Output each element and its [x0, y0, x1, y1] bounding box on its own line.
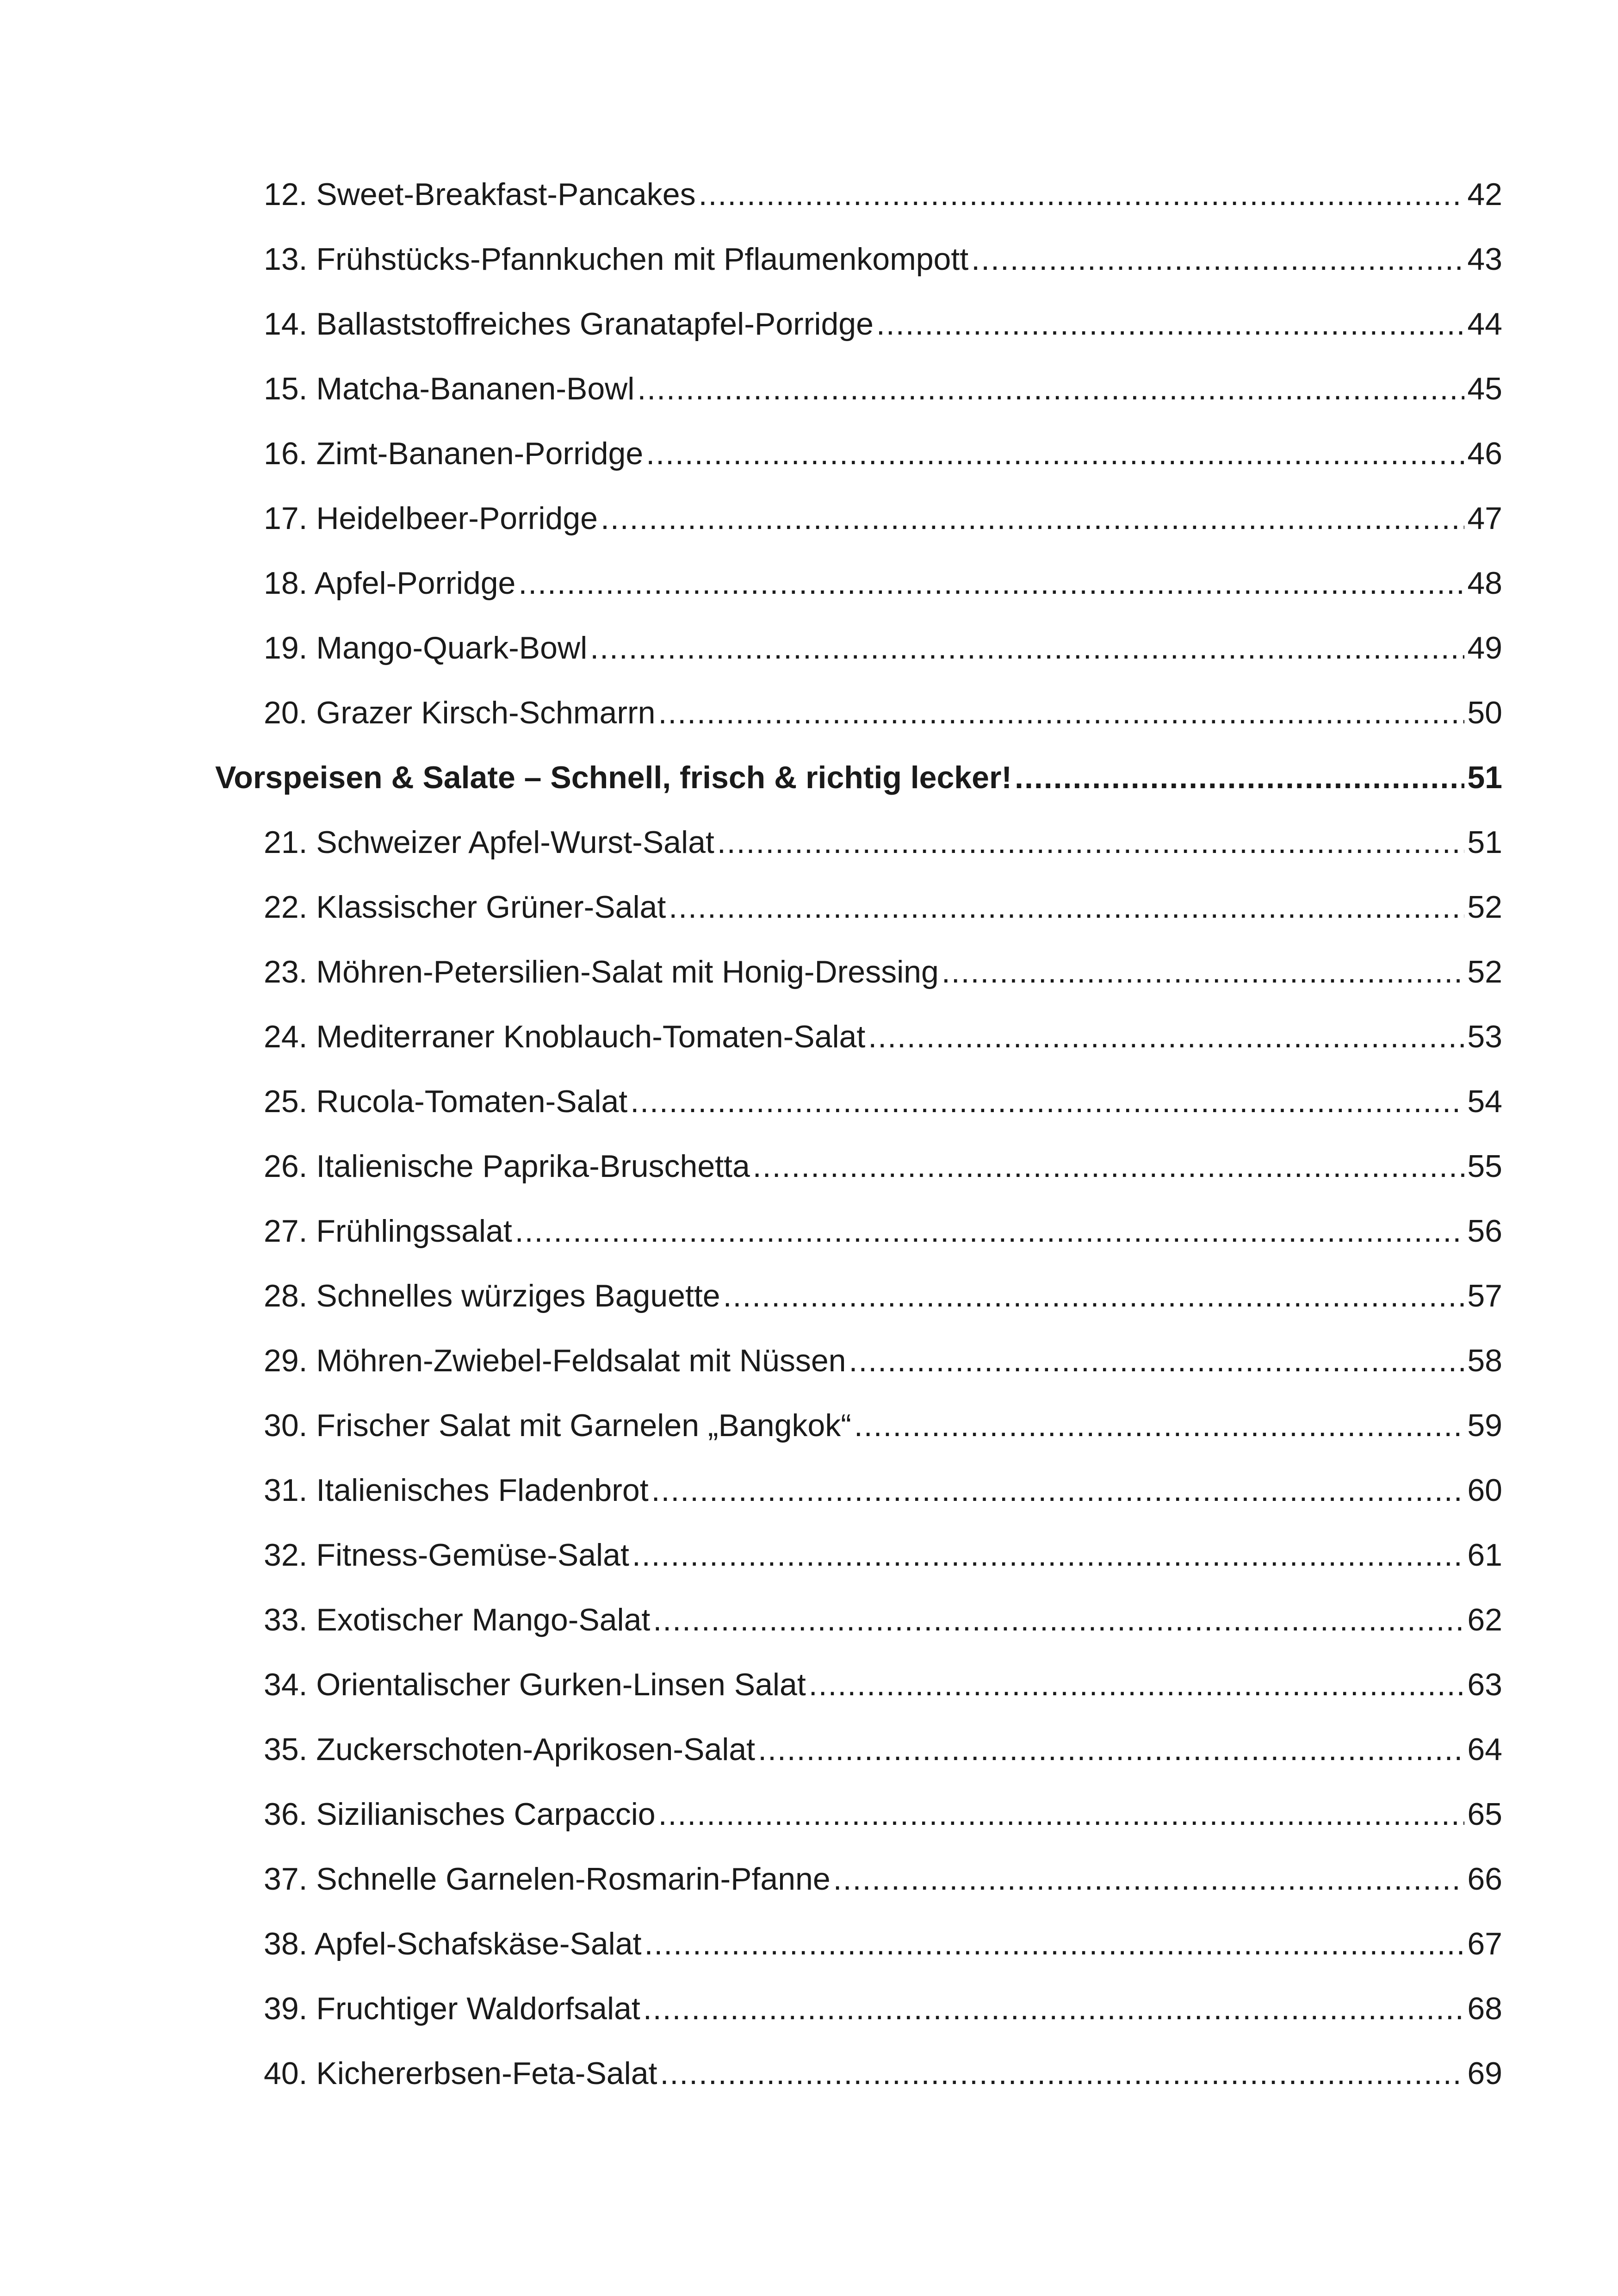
dot-leader — [658, 1782, 1465, 1847]
dot-leader — [644, 1911, 1464, 1976]
toc-section-heading[interactable] — [215, 745, 1502, 810]
dot-leader — [854, 1393, 1465, 1458]
toc-entry-title: 22. Klassischer Grüner-Salat — [264, 890, 666, 925]
toc-page-number: 52 — [1467, 954, 1502, 989]
dot-leader — [590, 616, 1464, 680]
toc-entry-title: 28. Schnelles würziges Baguette — [264, 1278, 720, 1313]
toc-entry[interactable] — [215, 1717, 1502, 1782]
toc-entry-title: 27. Frühlingssalat — [264, 1213, 512, 1249]
toc-page-number: 57 — [1467, 1278, 1502, 1313]
dot-leader — [876, 292, 1464, 356]
toc-entry[interactable] — [215, 292, 1502, 356]
toc-entry[interactable] — [215, 162, 1502, 227]
toc-entry[interactable] — [215, 810, 1502, 875]
dot-leader — [833, 1847, 1465, 1911]
toc-page-number: 54 — [1467, 1084, 1502, 1119]
dot-leader — [868, 1004, 1464, 1069]
toc-entry[interactable] — [215, 1782, 1502, 1847]
dot-leader — [637, 356, 1464, 421]
toc-entry[interactable] — [215, 1263, 1502, 1328]
dot-leader — [809, 1652, 1465, 1717]
toc-entry[interactable] — [215, 227, 1502, 292]
toc-page-number: 52 — [1467, 890, 1502, 925]
toc-page-number: 51 — [1467, 825, 1502, 860]
toc-page-number: 67 — [1467, 1926, 1502, 1961]
toc-entry-title: 23. Möhren-Petersilien-Salat mit Honig-Dressing — [264, 954, 939, 989]
toc-entry-title: 39. Fruchtiger Waldorfsalat — [264, 1991, 640, 2026]
toc-entry[interactable] — [215, 875, 1502, 940]
dot-leader — [971, 227, 1464, 292]
toc-entry[interactable] — [215, 486, 1502, 551]
toc-entry[interactable] — [215, 1652, 1502, 1717]
dot-leader — [643, 1976, 1465, 2041]
toc-page-number: 46 — [1467, 436, 1502, 471]
toc-entry[interactable] — [215, 1976, 1502, 2041]
toc-entry[interactable] — [215, 680, 1502, 745]
toc-page-number: 44 — [1467, 306, 1502, 342]
dot-leader — [753, 1134, 1465, 1199]
toc-entry-title: 29. Möhren-Zwiebel-Feldsalat mit Nüssen — [264, 1343, 846, 1378]
toc-entry-title: 37. Schnelle Garnelen-Rosmarin-Pfanne — [264, 1861, 831, 1897]
toc-entry-title: 15. Matcha-Bananen-Bowl — [264, 371, 635, 406]
toc-entry[interactable] — [215, 1847, 1502, 1911]
dot-leader — [699, 162, 1465, 227]
toc-page-number: 55 — [1467, 1149, 1502, 1184]
dot-leader — [660, 2041, 1464, 2106]
dot-leader — [630, 1069, 1464, 1134]
toc-entry[interactable] — [215, 1004, 1502, 1069]
toc-entry-title: 31. Italienisches Fladenbrot — [264, 1473, 649, 1508]
toc-entry[interactable] — [215, 421, 1502, 486]
toc-entry[interactable] — [215, 356, 1502, 421]
toc-entry-title: 13. Frühstücks-Pfannkuchen mit Pflaumenkompott — [264, 242, 969, 277]
toc-section-title: Vorspeisen & Salate – Schnell, frisch & richtig lecker! — [215, 760, 1012, 795]
toc-page-number: 50 — [1467, 695, 1502, 730]
toc-entry-title: 26. Italienische Paprika-Bruschetta — [264, 1149, 750, 1184]
toc-page-number: 61 — [1467, 1537, 1502, 1573]
table-of-contents — [215, 162, 1502, 2106]
toc-entry[interactable] — [215, 551, 1502, 616]
toc-entry-title: 30. Frischer Salat mit Garnelen „Bangkok“ — [264, 1408, 851, 1443]
toc-entry-title: 38. Apfel-Schafskäse-Salat — [264, 1926, 642, 1961]
toc-page-number: 43 — [1467, 242, 1502, 277]
dot-leader — [1015, 745, 1464, 810]
dot-leader — [515, 1199, 1465, 1263]
toc-page-number: 48 — [1467, 566, 1502, 601]
toc-entry[interactable] — [215, 1199, 1502, 1263]
toc-entry[interactable] — [215, 1134, 1502, 1199]
toc-entry-title: 16. Zimt-Bananen-Porridge — [264, 436, 644, 471]
toc-entry-title: 17. Heidelbeer-Porridge — [264, 501, 598, 536]
toc-page-number: 47 — [1467, 501, 1502, 536]
toc-page-number: 69 — [1467, 2056, 1502, 2091]
toc-entry[interactable] — [215, 1911, 1502, 1976]
toc-entry-title: 14. Ballaststoffreiches Granatapfel-Porridge — [264, 306, 874, 342]
toc-page-number: 62 — [1467, 1602, 1502, 1637]
toc-entry-title: 40. Kichererbsen-Feta-Salat — [264, 2056, 657, 2091]
dot-leader — [669, 875, 1464, 940]
toc-page-number: 59 — [1467, 1408, 1502, 1443]
toc-page-number: 58 — [1467, 1343, 1502, 1378]
toc-entry[interactable] — [215, 1328, 1502, 1393]
dot-leader — [717, 810, 1465, 875]
toc-entry[interactable] — [215, 1458, 1502, 1523]
toc-page-number: 51 — [1467, 760, 1502, 795]
toc-entry[interactable] — [215, 940, 1502, 1004]
toc-page-number: 68 — [1467, 1991, 1502, 2026]
toc-page-number: 53 — [1467, 1019, 1502, 1054]
dot-leader — [658, 680, 1464, 745]
dot-leader — [942, 940, 1465, 1004]
toc-page-number: 45 — [1467, 371, 1502, 406]
toc-page-number: 49 — [1467, 630, 1502, 666]
dot-leader — [849, 1328, 1465, 1393]
toc-page-number: 42 — [1467, 177, 1502, 212]
dot-leader — [518, 551, 1464, 616]
dot-leader — [758, 1717, 1464, 1782]
dot-leader — [646, 421, 1464, 486]
toc-entry-title: 33. Exotischer Mango-Salat — [264, 1602, 651, 1637]
toc-entry-title: 18. Apfel-Porridge — [264, 566, 516, 601]
toc-entry-title: 19. Mango-Quark-Bowl — [264, 630, 588, 666]
toc-entry[interactable] — [215, 1069, 1502, 1134]
toc-entry-title: 24. Mediterraner Knoblauch-Tomaten-Salat — [264, 1019, 866, 1054]
toc-entry-title: 21. Schweizer Apfel-Wurst-Salat — [264, 825, 714, 860]
toc-entry-title: 34. Orientalischer Gurken-Linsen Salat — [264, 1667, 806, 1702]
dot-leader — [651, 1458, 1465, 1523]
toc-entry-title: 25. Rucola-Tomaten-Salat — [264, 1084, 628, 1119]
dot-leader — [653, 1587, 1464, 1652]
toc-page-number: 65 — [1467, 1797, 1502, 1832]
toc-entry[interactable] — [215, 616, 1502, 680]
toc-entry[interactable] — [215, 1393, 1502, 1458]
toc-entry-title: 35. Zuckerschoten-Aprikosen-Salat — [264, 1732, 756, 1767]
toc-page-number: 64 — [1467, 1732, 1502, 1767]
dot-leader — [632, 1523, 1464, 1587]
toc-entry[interactable] — [215, 1587, 1502, 1652]
dot-leader — [723, 1263, 1465, 1328]
toc-entry[interactable] — [215, 1523, 1502, 1587]
toc-page-number: 66 — [1467, 1861, 1502, 1897]
toc-entry[interactable] — [215, 2041, 1502, 2106]
toc-page-number: 63 — [1467, 1667, 1502, 1702]
dot-leader — [601, 486, 1464, 551]
toc-entry-title: 12. Sweet-Breakfast-Pancakes — [264, 177, 696, 212]
toc-entry-title: 32. Fitness-Gemüse-Salat — [264, 1537, 629, 1573]
toc-page-number: 60 — [1467, 1473, 1502, 1508]
toc-entry-title: 36. Sizilianisches Carpaccio — [264, 1797, 656, 1832]
toc-page-number: 56 — [1467, 1213, 1502, 1249]
toc-entry-title: 20. Grazer Kirsch-Schmarrn — [264, 695, 656, 730]
